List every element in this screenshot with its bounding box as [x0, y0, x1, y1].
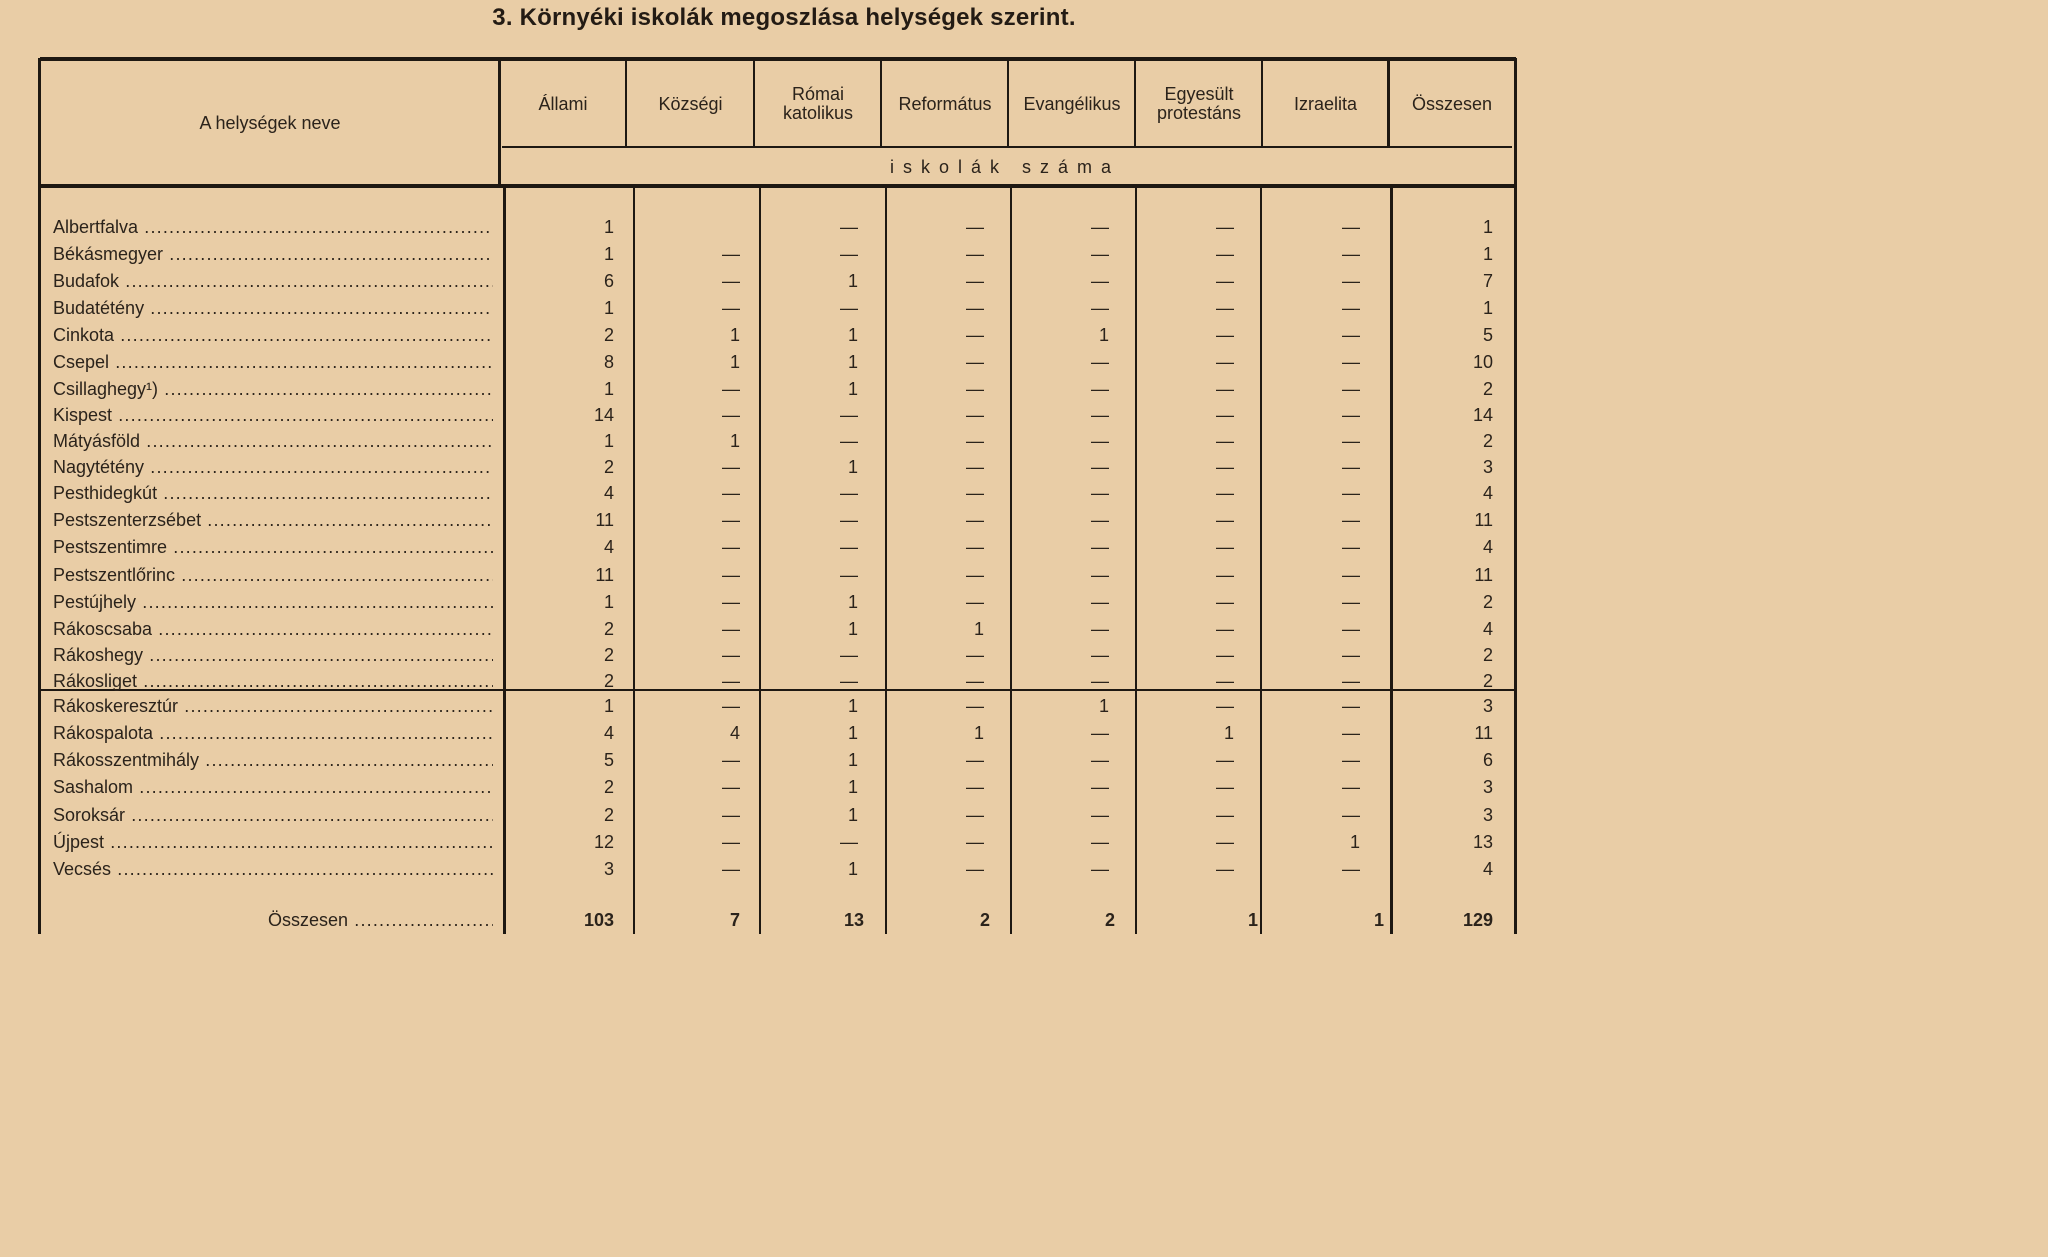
table-row — [0, 322, 1568, 348]
cell-value: — — [1091, 750, 1109, 770]
place-name: Rákoscsaba ..... — [53, 616, 493, 642]
cell-value: 2 — [603, 777, 614, 797]
cell-value: — — [722, 750, 740, 770]
cell-value: — — [1091, 645, 1109, 665]
total-value: 2 — [1104, 910, 1115, 930]
cell-value: — — [1091, 217, 1109, 237]
cell-value: 1 — [1223, 723, 1234, 743]
cell-value: 11 — [595, 510, 614, 530]
cell-value: — — [1342, 405, 1360, 425]
cell-value: — — [722, 244, 740, 264]
cell-value: — — [966, 645, 984, 665]
cell-value: — — [1091, 832, 1109, 852]
cell-value: — — [722, 379, 740, 399]
place-name: Rákospalota ..... — [53, 720, 493, 746]
cell-value: — — [722, 457, 740, 477]
cell-value: — — [1342, 805, 1360, 825]
cell-value: — — [722, 696, 740, 716]
cell-value: 1 — [603, 217, 614, 237]
place-name: Pestszenterzsébet ..... — [53, 507, 493, 533]
cell-value: — — [1342, 645, 1360, 665]
table-row — [0, 295, 1568, 321]
cell-value: 1 — [847, 619, 858, 639]
place-name: Csepel ..... — [53, 349, 493, 375]
cell-value: 2 — [603, 671, 614, 691]
cell-value: — — [966, 244, 984, 264]
table-row — [0, 428, 1568, 454]
place-name: Rákoshegy ..... — [53, 642, 493, 668]
table-row — [0, 693, 1568, 719]
cell-value: 4 — [1482, 483, 1493, 503]
place-name: Albertfalva ..... — [53, 214, 493, 240]
cell-value: — — [1091, 271, 1109, 291]
table-row — [0, 349, 1568, 375]
cell-value: 4 — [729, 723, 740, 743]
cell-value: 2 — [603, 645, 614, 665]
cell-value: 2 — [1482, 379, 1493, 399]
cell-value: 1 — [847, 859, 858, 879]
cell-value: — — [840, 483, 858, 503]
place-name: Kispest ..... — [53, 402, 493, 428]
table-row — [0, 402, 1568, 428]
cell-value: — — [722, 271, 740, 291]
cell-value: 3 — [603, 859, 614, 879]
header-allami: Állami — [538, 93, 588, 114]
table-top-rule — [40, 57, 1516, 61]
cell-value: — — [1342, 592, 1360, 612]
cell-value: — — [966, 325, 984, 345]
table-row — [0, 747, 1568, 773]
cell-value: 1 — [847, 352, 858, 372]
cell-value: 3 — [1482, 696, 1493, 716]
place-name: Mátyásföld ..... — [53, 428, 493, 454]
table-row — [0, 802, 1568, 828]
cell-value: — — [1342, 565, 1360, 585]
cell-value: — — [840, 537, 858, 557]
total-value: 1 — [1373, 910, 1384, 930]
total-value: 129 — [1462, 910, 1493, 930]
cell-value: — — [1091, 431, 1109, 451]
cell-value: — — [1216, 352, 1234, 372]
place-name: Pestszentimre ..... — [53, 534, 493, 560]
cell-value: — — [1342, 325, 1360, 345]
cell-value: — — [966, 565, 984, 585]
header-reformatus: Református — [898, 93, 992, 114]
cell-value: — — [966, 537, 984, 557]
cell-value: — — [1342, 483, 1360, 503]
cell-value: — — [966, 352, 984, 372]
cell-value: — — [966, 483, 984, 503]
cell-value: — — [966, 832, 984, 852]
cell-value: — — [966, 777, 984, 797]
cell-value: 12 — [593, 832, 614, 852]
cell-value: — — [840, 645, 858, 665]
cell-value: — — [1091, 592, 1109, 612]
place-name: Újpest ..... — [53, 829, 493, 855]
cell-value: — — [1216, 405, 1234, 425]
cell-value: — — [1342, 431, 1360, 451]
cell-value: 4 — [1482, 537, 1493, 557]
cell-value: — — [1216, 750, 1234, 770]
total-row — [0, 907, 1568, 933]
cell-value: 4 — [603, 537, 614, 557]
header-iskolak-szama: iskolák száma — [889, 156, 1121, 177]
cell-value: — — [722, 592, 740, 612]
cell-value: — — [722, 483, 740, 503]
cell-value: 6 — [1482, 750, 1493, 770]
cell-value: — — [1216, 537, 1234, 557]
header-evangelikus: Evangélikus — [1023, 93, 1121, 114]
place-name: Budafok ..... — [53, 268, 493, 294]
cell-value: 1 — [847, 271, 858, 291]
cell-value: 1 — [1349, 832, 1360, 852]
cell-value: 14 — [1472, 405, 1493, 425]
table-row — [0, 214, 1568, 240]
cell-value: — — [1216, 217, 1234, 237]
cell-value: 1 — [847, 805, 858, 825]
place-name: Budatétény ..... — [53, 295, 493, 321]
cell-value: 1 — [729, 352, 740, 372]
cell-value: — — [1091, 405, 1109, 425]
cell-value: 3 — [1482, 457, 1493, 477]
cell-value: 1 — [847, 777, 858, 797]
cell-value: — — [1091, 723, 1109, 743]
cell-value: 14 — [593, 405, 614, 425]
cell-value: — — [722, 777, 740, 797]
header-romai-katolikus: Római katolikus — [782, 84, 854, 123]
table-row — [0, 534, 1568, 560]
cell-value: — — [1091, 859, 1109, 879]
cell-value: — — [966, 431, 984, 451]
cell-value: 1 — [603, 592, 614, 612]
cell-value: — — [840, 510, 858, 530]
cell-value: — — [722, 565, 740, 585]
cell-value: — — [1342, 859, 1360, 879]
cell-value: — — [840, 431, 858, 451]
cell-value: — — [966, 750, 984, 770]
place-name: Vecsés ..... — [53, 856, 493, 882]
total-label: Összesen ..... — [268, 907, 493, 933]
cell-value: — — [1216, 777, 1234, 797]
cell-value: — — [1216, 565, 1234, 585]
cell-value: — — [1216, 645, 1234, 665]
table-row — [0, 668, 1568, 694]
cell-value: — — [1342, 619, 1360, 639]
cell-value: 1 — [729, 431, 740, 451]
header-kozsegi: Községi — [658, 93, 723, 114]
place-name: Csillaghegy¹) ..... — [53, 376, 493, 402]
cell-value: — — [1342, 537, 1360, 557]
cell-value: 2 — [603, 805, 614, 825]
cell-value: 1 — [603, 379, 614, 399]
cell-value: 1 — [729, 325, 740, 345]
cell-value: 1 — [847, 379, 858, 399]
total-value: 7 — [729, 910, 740, 930]
cell-value: — — [1216, 325, 1234, 345]
cell-value: 2 — [1482, 431, 1493, 451]
place-name: Nagytétény ..... — [53, 454, 493, 480]
cell-value: — — [722, 645, 740, 665]
table-row — [0, 454, 1568, 480]
cell-value: 11 — [595, 565, 614, 585]
cell-value: 1 — [603, 298, 614, 318]
table-row — [0, 480, 1568, 506]
cell-value: 1 — [973, 723, 984, 743]
total-value: 103 — [583, 910, 614, 930]
cell-value: — — [722, 510, 740, 530]
cell-value: — — [1216, 592, 1234, 612]
cell-value: — — [840, 565, 858, 585]
total-value: 13 — [843, 910, 864, 930]
total-value: 2 — [979, 910, 990, 930]
place-name: Sashalom ..... — [53, 774, 493, 800]
cell-value: — — [1342, 352, 1360, 372]
cell-value: — — [1091, 244, 1109, 264]
cell-value: — — [966, 271, 984, 291]
header-bottom-rule — [40, 184, 1516, 188]
cell-value: 1 — [603, 244, 614, 264]
cell-value: 5 — [603, 750, 614, 770]
table-row — [0, 589, 1568, 615]
cell-value: 3 — [1482, 805, 1493, 825]
cell-value: — — [722, 619, 740, 639]
cell-value: — — [1342, 777, 1360, 797]
cell-value: — — [966, 405, 984, 425]
cell-value: — — [840, 298, 858, 318]
cell-value: 8 — [603, 352, 614, 372]
cell-value: — — [1091, 457, 1109, 477]
cell-value: — — [966, 457, 984, 477]
cell-value: 11 — [1474, 565, 1493, 585]
cell-value: — — [966, 510, 984, 530]
cell-value: 1 — [847, 325, 858, 345]
cell-value: — — [1342, 298, 1360, 318]
place-name: Rákosszentmihály ..... — [53, 747, 493, 773]
cell-value: — — [1216, 271, 1234, 291]
cell-value: — — [840, 244, 858, 264]
cell-value: 4 — [603, 483, 614, 503]
cell-value: — — [1342, 723, 1360, 743]
cell-value: — — [1216, 483, 1234, 503]
cell-value: — — [1342, 671, 1360, 691]
cell-value: — — [722, 405, 740, 425]
table-row — [0, 616, 1568, 642]
cell-value: — — [966, 592, 984, 612]
header-izraelita: Izraelita — [1293, 93, 1358, 114]
cell-value: 5 — [1482, 325, 1493, 345]
cell-value: 1 — [603, 696, 614, 716]
table-row — [0, 376, 1568, 402]
cell-value: — — [722, 298, 740, 318]
cell-value: — — [966, 217, 984, 237]
cell-value: — — [1216, 696, 1234, 716]
cell-value: 11 — [1474, 510, 1493, 530]
table-row — [0, 507, 1568, 533]
cell-value: — — [1091, 352, 1109, 372]
cell-value: 1 — [1098, 696, 1109, 716]
total-value: 1 — [1247, 910, 1258, 930]
cell-value: — — [1216, 671, 1234, 691]
cell-value: — — [722, 537, 740, 557]
cell-value: — — [1342, 750, 1360, 770]
cell-value: 1 — [1482, 217, 1493, 237]
cell-value: 1 — [1098, 325, 1109, 345]
table-row — [0, 562, 1568, 588]
place-name: Pesthidegkút ..... — [53, 480, 493, 506]
header-place-names: A helységek neve — [199, 112, 341, 133]
cell-value: — — [1091, 379, 1109, 399]
table-row — [0, 268, 1568, 294]
cell-value: 2 — [603, 325, 614, 345]
cell-value: 1 — [847, 457, 858, 477]
cell-value: 1 — [847, 750, 858, 770]
cell-value: 11 — [1474, 723, 1493, 743]
place-name: Pestújhely ..... — [53, 589, 493, 615]
table-row — [0, 856, 1568, 882]
cell-value: — — [966, 379, 984, 399]
cell-value: 1 — [973, 619, 984, 639]
cell-value: — — [1342, 457, 1360, 477]
cell-value: — — [1216, 859, 1234, 879]
cell-value: 4 — [603, 723, 614, 743]
cell-value: — — [966, 805, 984, 825]
cell-value: — — [1216, 431, 1234, 451]
cell-value: — — [1091, 510, 1109, 530]
place-name: Békásmegyer ..... — [53, 241, 493, 267]
cell-value: — — [1342, 510, 1360, 530]
cell-value: — — [1342, 217, 1360, 237]
cell-value: — — [1216, 510, 1234, 530]
cell-value: — — [1216, 457, 1234, 477]
cell-value: 2 — [1482, 592, 1493, 612]
header-egyesult-protestans: Egyesült protestáns — [1156, 84, 1242, 123]
table-row — [0, 241, 1568, 267]
cell-value: 1 — [847, 592, 858, 612]
table-row — [0, 774, 1568, 800]
cell-value: — — [966, 298, 984, 318]
cell-value: 1 — [847, 723, 858, 743]
cell-value: — — [966, 696, 984, 716]
cell-value: 6 — [603, 271, 614, 291]
cell-value: — — [1342, 244, 1360, 264]
table-row — [0, 720, 1568, 746]
cell-value: — — [840, 671, 858, 691]
place-name: Rákosliget ..... — [53, 668, 493, 694]
cell-value: — — [840, 405, 858, 425]
cell-value: 1 — [1482, 244, 1493, 264]
cell-value: — — [840, 832, 858, 852]
cell-value: — — [1216, 244, 1234, 264]
cell-value: — — [1216, 805, 1234, 825]
cell-value: 4 — [1482, 859, 1493, 879]
cell-value: — — [1216, 619, 1234, 639]
header-osszesen: Összesen — [1411, 93, 1493, 114]
cell-value: 1 — [1482, 298, 1493, 318]
cell-value: — — [722, 805, 740, 825]
cell-value: — — [1216, 298, 1234, 318]
cell-value: 7 — [1482, 271, 1493, 291]
cell-value: — — [1091, 537, 1109, 557]
cell-value: — — [722, 832, 740, 852]
place-name: Soroksár ..... — [53, 802, 493, 828]
cell-value: — — [1091, 565, 1109, 585]
cell-value: 2 — [1482, 671, 1493, 691]
cell-value: — — [1091, 777, 1109, 797]
table-row — [0, 642, 1568, 668]
cell-value: 10 — [1472, 352, 1493, 372]
cell-value: — — [840, 217, 858, 237]
cell-value: 4 — [1482, 619, 1493, 639]
cell-value: 1 — [847, 696, 858, 716]
place-name: Cinkota ..... — [53, 322, 493, 348]
cell-value: — — [966, 671, 984, 691]
cell-value: 2 — [603, 619, 614, 639]
subheader-rule — [502, 146, 1512, 148]
cell-value: — — [1091, 805, 1109, 825]
cell-value: — — [1342, 271, 1360, 291]
cell-value: — — [1342, 379, 1360, 399]
page-title: 3. Környéki iskolák megoszlása helységek szerint. — [492, 4, 1076, 31]
cell-value: — — [1216, 379, 1234, 399]
cell-value: 1 — [603, 431, 614, 451]
cell-value: — — [722, 671, 740, 691]
cell-value: — — [1216, 832, 1234, 852]
cell-value: — — [1091, 483, 1109, 503]
table-row — [0, 829, 1568, 855]
cell-value: 2 — [603, 457, 614, 477]
cell-value: — — [1091, 619, 1109, 639]
place-name: Pestszentlőrinc ..... — [53, 562, 493, 588]
cell-value: 13 — [1472, 832, 1493, 852]
cell-value: — — [1091, 671, 1109, 691]
place-name: Rákoskeresztúr ..... — [53, 693, 493, 719]
cell-value: — — [1091, 298, 1109, 318]
cell-value: — — [966, 859, 984, 879]
cell-value: — — [1342, 696, 1360, 716]
cell-value: 3 — [1482, 777, 1493, 797]
cell-value: — — [722, 859, 740, 879]
cell-value: 2 — [1482, 645, 1493, 665]
